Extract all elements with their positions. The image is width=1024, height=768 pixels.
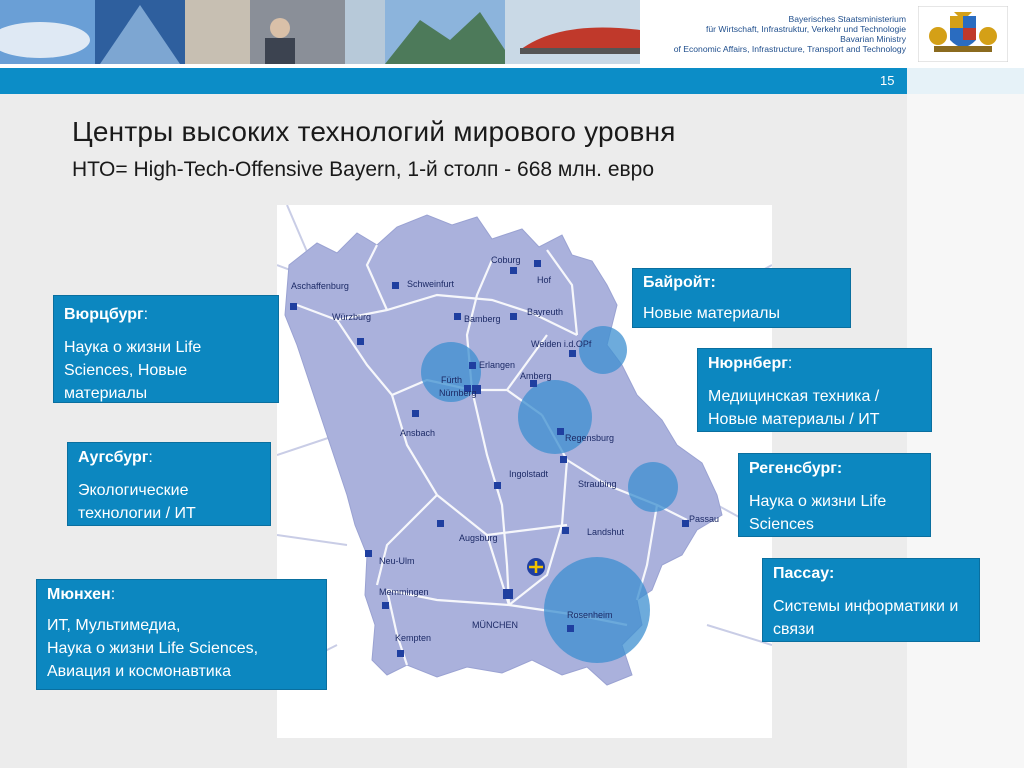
box-city: Мюнхен <box>47 586 111 603</box>
city-marker <box>494 482 501 489</box>
banner-photo-collage <box>0 0 640 64</box>
city-label: Bayreuth <box>527 307 564 317</box>
box-city: Вюрцбург <box>64 306 144 323</box>
box-city: Регенсбург: <box>749 460 843 477</box>
header-blue-bar <box>0 68 907 94</box>
city-marker <box>510 267 517 274</box>
box-text: Медицинская техника / Новые материалы / ИТ <box>708 388 880 428</box>
box-heading <box>643 271 840 294</box>
city-label: Augsburg <box>459 533 498 543</box>
ministry-line: Bavarian Ministry <box>840 34 906 44</box>
box-colon: : <box>110 586 116 603</box>
airport-icon <box>527 558 545 576</box>
city-marker <box>365 550 372 557</box>
city-marker <box>682 520 689 527</box>
box-text: Новые материалы <box>643 305 780 322</box>
right-panel-strip <box>907 68 1024 94</box>
box-colon: : <box>787 355 793 372</box>
city-label: Landshut <box>587 527 625 537</box>
city-marker <box>562 527 569 534</box>
city-label: Erlangen <box>479 360 516 370</box>
city-label: Bamberg <box>464 314 501 324</box>
city-label: Neu-Ulm <box>379 556 415 566</box>
city-label: Ingolstadt <box>509 469 549 479</box>
city-label: Coburg <box>491 255 521 265</box>
box-text: Системы информатики и связи <box>773 598 959 638</box>
slide-number: 15 <box>880 73 895 88</box>
city-marker <box>392 282 399 289</box>
city-label: Aschaffenburg <box>291 281 349 291</box>
city-marker <box>469 362 476 369</box>
city-marker <box>412 410 419 417</box>
highlight-circle-bayreuth <box>579 326 627 374</box>
city-label: Weiden i.d.OPf <box>531 339 592 349</box>
city-marker <box>290 303 297 310</box>
box-text: Наука о жизни Life Sciences, Новые материалы <box>64 339 202 402</box>
ministry-line: Bayerisches Staatsministerium <box>788 14 906 24</box>
info-box-bayreuth <box>632 268 851 328</box>
box-text: Наука о жизни Life Sciences <box>749 493 887 533</box>
box-colon: : <box>148 449 153 466</box>
info-box-regensburg <box>738 453 931 537</box>
box-city: Аугсбург <box>78 449 149 466</box>
ministry-line: für Wirtschaft, Infrastruktur, Verkehr und Technologie <box>706 24 906 34</box>
box-colon: : <box>143 306 149 323</box>
box-city: Пассау: <box>773 565 835 582</box>
city-label: Rosenheim <box>567 610 613 620</box>
info-box-nurnberg <box>697 348 932 432</box>
city-marker <box>454 313 461 320</box>
city-marker <box>503 589 513 599</box>
ministry-name <box>674 14 906 54</box>
box-text: Экологические технологии / ИТ <box>78 482 196 522</box>
page-subtitle: НТО= High-Tech-Offensive Bayern, 1-й столп - 668 млн. евро <box>72 158 655 181</box>
city-label: Amberg <box>520 371 552 381</box>
ministry-line: of Economic Affairs, Infrastructure, Transport and Technology <box>673 44 906 54</box>
info-box-wurzburg <box>53 295 279 403</box>
city-label: Straubing <box>578 479 617 489</box>
box-heading <box>47 583 316 606</box>
city-marker <box>534 260 541 267</box>
info-box-passau <box>762 558 980 642</box>
box-heading <box>78 446 260 469</box>
city-label: Regensburg <box>565 433 615 443</box>
header-banner <box>0 0 1024 68</box>
page-title: Центры высоких технологий мирового уровня <box>72 116 676 147</box>
city-label: Schweinfurt <box>407 279 455 289</box>
city-label: Ansbach <box>400 428 436 438</box>
box-heading <box>708 352 921 375</box>
city-marker <box>557 428 564 435</box>
info-box-augsburg <box>67 442 271 526</box>
city-label: Memmingen <box>379 587 429 597</box>
city-marker <box>437 520 444 527</box>
box-heading <box>773 562 969 585</box>
city-label: MÜNCHEN <box>472 620 518 630</box>
city-marker <box>382 602 389 609</box>
city-marker <box>560 456 567 463</box>
city-marker <box>397 650 404 657</box>
box-heading <box>749 457 920 480</box>
city-label: Hof <box>537 275 552 285</box>
bavaria-coat-of-arms-icon <box>918 6 1008 62</box>
box-text-line: ИТ, Мультимедиа, <box>47 617 181 634</box>
box-text <box>47 614 316 683</box>
city-label: Würzburg <box>332 312 372 322</box>
box-text-line: Авиация и космонавтика <box>47 663 231 680</box>
city-marker <box>510 313 517 320</box>
box-text-line: Наука о жизни Life Sciences, <box>47 640 259 657</box>
box-heading <box>64 303 268 326</box>
city-label: Passau <box>689 514 720 524</box>
city-marker <box>567 625 574 632</box>
box-city: Байройт: <box>643 274 716 291</box>
city-marker <box>569 350 576 357</box>
highlight-circle-passau <box>628 462 678 512</box>
city-label: Nürnberg <box>439 388 477 398</box>
info-box-munchen <box>36 579 327 690</box>
city-marker <box>357 338 364 345</box>
city-label: Fürth <box>441 375 463 385</box>
city-marker <box>530 380 537 387</box>
box-city: Нюрнберг <box>708 355 788 372</box>
city-label: Kempten <box>395 633 432 643</box>
